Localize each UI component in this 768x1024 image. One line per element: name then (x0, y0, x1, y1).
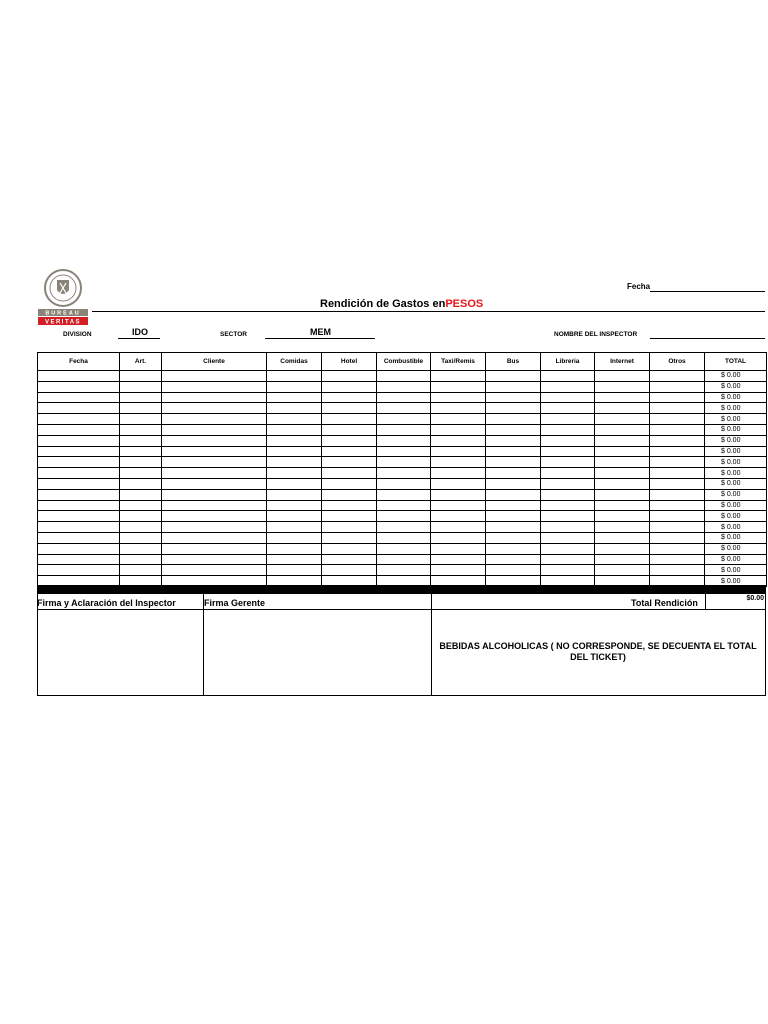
table-cell[interactable] (38, 468, 120, 479)
table-cell[interactable] (650, 500, 705, 511)
table-cell[interactable] (267, 478, 322, 489)
table-cell[interactable] (431, 500, 486, 511)
row-total: $ 0.00 (705, 554, 767, 565)
table-cell[interactable] (377, 532, 431, 543)
table-cell[interactable] (377, 565, 431, 576)
table-cell[interactable] (486, 381, 541, 392)
table-cell[interactable] (431, 446, 486, 457)
row-total: $ 0.00 (705, 500, 767, 511)
table-cell[interactable] (431, 522, 486, 533)
row-total: $ 0.00 (705, 543, 767, 554)
table-cell[interactable] (162, 403, 267, 414)
table-cell[interactable] (431, 403, 486, 414)
table-end-bar (37, 585, 766, 593)
table-cell[interactable] (650, 403, 705, 414)
table-cell[interactable] (595, 554, 650, 565)
table-cell[interactable] (38, 424, 120, 435)
table-cell[interactable] (120, 565, 162, 576)
table-cell[interactable] (162, 381, 267, 392)
table-cell[interactable] (267, 435, 322, 446)
table-cell[interactable] (322, 435, 377, 446)
table-cell[interactable] (120, 489, 162, 500)
table-cell[interactable] (267, 565, 322, 576)
table-cell[interactable] (431, 457, 486, 468)
table-cell[interactable] (267, 403, 322, 414)
table-cell[interactable] (486, 500, 541, 511)
table-cell[interactable] (377, 457, 431, 468)
table-cell[interactable] (650, 478, 705, 489)
table-cell[interactable] (431, 565, 486, 576)
table-cell[interactable] (322, 457, 377, 468)
table-cell[interactable] (377, 522, 431, 533)
row-total: $ 0.00 (705, 403, 767, 414)
table-cell[interactable] (377, 381, 431, 392)
table-cell[interactable] (377, 489, 431, 500)
division-field[interactable] (118, 338, 160, 339)
table-cell[interactable] (267, 414, 322, 425)
table-cell[interactable] (162, 554, 267, 565)
col-internet: Internet (595, 353, 650, 371)
table-cell[interactable] (650, 446, 705, 457)
table-cell[interactable] (38, 414, 120, 425)
table-cell[interactable] (38, 446, 120, 457)
table-cell[interactable] (541, 457, 595, 468)
table-cell[interactable] (486, 414, 541, 425)
table-cell[interactable] (120, 381, 162, 392)
table-cell[interactable] (38, 457, 120, 468)
page-title: Rendición de Gastos enPESOS (320, 298, 484, 310)
table-cell[interactable] (650, 435, 705, 446)
table-cell[interactable] (541, 446, 595, 457)
table-cell[interactable] (120, 403, 162, 414)
table-cell[interactable] (650, 543, 705, 554)
table-row (38, 522, 767, 533)
table-cell[interactable] (162, 489, 267, 500)
table-cell[interactable] (120, 468, 162, 479)
table-row (38, 435, 767, 446)
table-cell[interactable] (541, 554, 595, 565)
total-rendicion-value: $0.00 (705, 593, 766, 609)
table-cell[interactable] (595, 435, 650, 446)
table-cell[interactable] (267, 511, 322, 522)
table-row (38, 565, 767, 576)
row-total: $ 0.00 (705, 435, 767, 446)
table-cell[interactable] (595, 565, 650, 576)
row-total: $ 0.00 (705, 532, 767, 543)
table-cell[interactable] (120, 392, 162, 403)
table-row (38, 500, 767, 511)
table-cell[interactable] (431, 392, 486, 403)
table-cell[interactable] (162, 371, 267, 382)
table-row (38, 489, 767, 500)
col-fecha: Fecha (38, 353, 120, 371)
table-cell[interactable] (322, 554, 377, 565)
table-row (38, 478, 767, 489)
table-cell[interactable] (120, 532, 162, 543)
table-cell[interactable] (377, 392, 431, 403)
table-cell[interactable] (267, 392, 322, 403)
table-cell[interactable] (267, 381, 322, 392)
table-cell[interactable] (431, 489, 486, 500)
table-cell[interactable] (162, 543, 267, 554)
table-cell[interactable] (486, 424, 541, 435)
table-row (38, 468, 767, 479)
table-cell[interactable] (322, 543, 377, 554)
table-cell[interactable] (162, 414, 267, 425)
table-cell[interactable] (267, 532, 322, 543)
table-cell[interactable] (377, 500, 431, 511)
table-cell[interactable] (267, 424, 322, 435)
table-cell[interactable] (377, 468, 431, 479)
table-cell[interactable] (595, 371, 650, 382)
table-cell[interactable] (377, 403, 431, 414)
table-cell[interactable] (541, 511, 595, 522)
row-total: $ 0.00 (705, 565, 767, 576)
table-row (38, 403, 767, 414)
table-cell[interactable] (120, 522, 162, 533)
table-cell[interactable] (377, 424, 431, 435)
table-cell[interactable] (322, 446, 377, 457)
total-rendicion-label: Total Rendición (631, 598, 698, 608)
table-cell[interactable] (431, 371, 486, 382)
table-cell[interactable] (595, 511, 650, 522)
table-cell[interactable] (120, 371, 162, 382)
logo-band2: VERITAS (44, 319, 82, 326)
table-cell[interactable] (595, 381, 650, 392)
table-cell[interactable] (120, 446, 162, 457)
table-row (38, 414, 767, 425)
table-cell[interactable] (267, 371, 322, 382)
table-cell[interactable] (595, 446, 650, 457)
table-cell[interactable] (595, 500, 650, 511)
col-total: TOTAL (705, 353, 767, 371)
col-cliente: Cliente (162, 353, 267, 371)
table-cell[interactable] (38, 403, 120, 414)
table-cell[interactable] (650, 522, 705, 533)
table-row (38, 511, 767, 522)
bureau-veritas-logo (37, 268, 89, 326)
logo-band1: BUREAU (45, 310, 81, 317)
table-cell[interactable] (267, 543, 322, 554)
table-cell[interactable] (650, 489, 705, 500)
table-cell[interactable] (120, 511, 162, 522)
table-cell[interactable] (38, 392, 120, 403)
row-total: $ 0.00 (705, 424, 767, 435)
table-cell[interactable] (595, 532, 650, 543)
table-cell[interactable] (162, 500, 267, 511)
inspector-label: NOMBRE DEL INSPECTOR (554, 331, 638, 338)
table-cell[interactable] (541, 500, 595, 511)
table-cell[interactable] (595, 403, 650, 414)
division-value: IDO (132, 327, 149, 337)
table-cell[interactable] (38, 435, 120, 446)
table-cell[interactable] (38, 511, 120, 522)
table-cell[interactable] (38, 522, 120, 533)
table-cell[interactable] (267, 522, 322, 533)
table-cell[interactable] (377, 414, 431, 425)
table-cell[interactable] (322, 468, 377, 479)
table-cell[interactable] (650, 457, 705, 468)
table-cell[interactable] (120, 435, 162, 446)
row-total: $ 0.00 (705, 576, 767, 587)
table-cell[interactable] (322, 371, 377, 382)
table-cell[interactable] (595, 522, 650, 533)
table-cell[interactable] (595, 543, 650, 554)
table-cell[interactable] (486, 532, 541, 543)
col-bus: Bus (486, 353, 541, 371)
table-cell[interactable] (541, 532, 595, 543)
table-cell[interactable] (322, 565, 377, 576)
table-cell[interactable] (431, 532, 486, 543)
col-combustible: Combustible (377, 353, 431, 371)
table-cell[interactable] (38, 543, 120, 554)
row-total: $ 0.00 (705, 371, 767, 382)
table-cell[interactable] (267, 446, 322, 457)
table-cell[interactable] (120, 500, 162, 511)
table-cell[interactable] (322, 478, 377, 489)
row-total: $ 0.00 (705, 511, 767, 522)
table-cell[interactable] (38, 565, 120, 576)
table-cell[interactable] (162, 511, 267, 522)
table-cell[interactable] (486, 371, 541, 382)
firma-inspector-label: Firma y Aclaración del Inspector (37, 598, 176, 608)
table-cell[interactable] (541, 543, 595, 554)
table-cell[interactable] (431, 511, 486, 522)
table-cell[interactable] (541, 403, 595, 414)
table-cell[interactable] (486, 522, 541, 533)
table-cell[interactable] (322, 381, 377, 392)
sector-field[interactable] (265, 338, 375, 339)
table-cell[interactable] (162, 565, 267, 576)
table-cell[interactable] (267, 457, 322, 468)
table-cell[interactable] (120, 554, 162, 565)
table-cell[interactable] (322, 522, 377, 533)
table-cell[interactable] (541, 468, 595, 479)
table-cell[interactable] (162, 446, 267, 457)
table-cell[interactable] (377, 554, 431, 565)
table-cell[interactable] (431, 435, 486, 446)
table-cell[interactable] (486, 457, 541, 468)
table-cell[interactable] (650, 468, 705, 479)
table-cell[interactable] (38, 489, 120, 500)
row-total: $ 0.00 (705, 457, 767, 468)
table-cell[interactable] (162, 457, 267, 468)
table-cell[interactable] (431, 554, 486, 565)
row-total: $ 0.00 (705, 446, 767, 457)
col-comidas: Comidas (267, 353, 322, 371)
table-cell[interactable] (486, 403, 541, 414)
table-cell[interactable] (322, 403, 377, 414)
table-cell[interactable] (377, 446, 431, 457)
table-cell[interactable] (267, 489, 322, 500)
expense-table (37, 352, 767, 587)
table-cell[interactable] (322, 392, 377, 403)
table-cell[interactable] (486, 435, 541, 446)
col-otros: Otros (650, 353, 705, 371)
table-cell[interactable] (377, 543, 431, 554)
table-cell[interactable] (595, 489, 650, 500)
table-cell[interactable] (431, 424, 486, 435)
table-cell[interactable] (162, 532, 267, 543)
table-cell[interactable] (541, 371, 595, 382)
table-cell[interactable] (120, 543, 162, 554)
alcohol-note: BEBIDAS ALCOHOLICAS ( NO CORRESPONDE, SE DECUENTA EL TOTAL DEL TICKET) (439, 641, 757, 662)
table-cell[interactable] (650, 424, 705, 435)
table-cell[interactable] (541, 489, 595, 500)
table-cell[interactable] (322, 511, 377, 522)
table-cell[interactable] (431, 414, 486, 425)
row-total: $ 0.00 (705, 489, 767, 500)
table-cell[interactable] (431, 381, 486, 392)
fecha-label: Fecha (627, 282, 651, 291)
firma-gerente-label: Firma Gerente (204, 598, 266, 608)
table-cell[interactable] (650, 511, 705, 522)
table-cell[interactable] (486, 446, 541, 457)
row-total: $ 0.00 (705, 468, 767, 479)
table-cell[interactable] (650, 392, 705, 403)
table-cell[interactable] (541, 392, 595, 403)
table-cell[interactable] (322, 424, 377, 435)
table-cell[interactable] (486, 543, 541, 554)
fecha-field[interactable] (650, 291, 765, 292)
table-cell[interactable] (377, 371, 431, 382)
table-cell[interactable] (162, 435, 267, 446)
table-cell[interactable] (486, 554, 541, 565)
table-cell[interactable] (486, 468, 541, 479)
table-cell[interactable] (595, 478, 650, 489)
table-cell[interactable] (120, 457, 162, 468)
table-cell[interactable] (322, 500, 377, 511)
row-total: $ 0.00 (705, 381, 767, 392)
table-cell[interactable] (595, 424, 650, 435)
table-cell[interactable] (650, 532, 705, 543)
table-cell[interactable] (38, 478, 120, 489)
table-cell[interactable] (595, 457, 650, 468)
table-header-row (38, 353, 767, 371)
table-row (38, 371, 767, 382)
table-cell[interactable] (650, 565, 705, 576)
table-cell[interactable] (431, 543, 486, 554)
col-art: Art. (120, 353, 162, 371)
table-cell[interactable] (162, 392, 267, 403)
table-cell[interactable] (541, 424, 595, 435)
row-total: $ 0.00 (705, 478, 767, 489)
sector-label: SECTOR (220, 331, 247, 338)
table-cell[interactable] (541, 435, 595, 446)
table-cell[interactable] (431, 478, 486, 489)
inspector-field[interactable] (650, 338, 765, 339)
table-row (38, 457, 767, 468)
table-cell[interactable] (267, 468, 322, 479)
table-cell[interactable] (431, 468, 486, 479)
table-cell[interactable] (486, 511, 541, 522)
table-row (38, 554, 767, 565)
table-cell[interactable] (486, 489, 541, 500)
row-total: $ 0.00 (705, 392, 767, 403)
table-cell[interactable] (486, 478, 541, 489)
table-cell[interactable] (377, 435, 431, 446)
table-cell[interactable] (38, 371, 120, 382)
table-cell[interactable] (650, 554, 705, 565)
table-cell[interactable] (38, 500, 120, 511)
table-cell[interactable] (541, 414, 595, 425)
table-cell[interactable] (38, 532, 120, 543)
table-cell[interactable] (162, 522, 267, 533)
table-cell[interactable] (595, 414, 650, 425)
table-cell[interactable] (595, 392, 650, 403)
currency-label: PESOS (445, 298, 484, 310)
table-cell[interactable] (162, 478, 267, 489)
table-cell[interactable] (267, 500, 322, 511)
table-cell[interactable] (38, 381, 120, 392)
table-cell[interactable] (541, 478, 595, 489)
table-cell[interactable] (377, 478, 431, 489)
table-cell[interactable] (120, 424, 162, 435)
table-row (38, 392, 767, 403)
table-row (38, 381, 767, 392)
table-cell[interactable] (377, 511, 431, 522)
table-cell[interactable] (120, 414, 162, 425)
table-row (38, 532, 767, 543)
sector-value: MEM (310, 327, 331, 337)
table-cell[interactable] (650, 381, 705, 392)
col-taxi-remis: Taxi/Remis (431, 353, 486, 371)
table-cell[interactable] (38, 554, 120, 565)
table-cell[interactable] (650, 371, 705, 382)
table-cell[interactable] (322, 489, 377, 500)
table-cell[interactable] (120, 478, 162, 489)
row-total: $ 0.00 (705, 414, 767, 425)
table-row (38, 446, 767, 457)
table-cell[interactable] (322, 414, 377, 425)
division-label: DIVISION (63, 331, 92, 338)
table-row (38, 543, 767, 554)
table-cell[interactable] (322, 532, 377, 543)
table-cell[interactable] (486, 565, 541, 576)
footer-divider (37, 609, 766, 610)
title-divider (92, 311, 765, 312)
table-cell[interactable] (541, 381, 595, 392)
table-cell[interactable] (650, 414, 705, 425)
table-cell[interactable] (162, 424, 267, 435)
table-cell[interactable] (267, 554, 322, 565)
table-cell[interactable] (541, 522, 595, 533)
table-cell[interactable] (162, 468, 267, 479)
table-cell[interactable] (486, 392, 541, 403)
col-hotel: Hotel (322, 353, 377, 371)
col-libreria: Libreria (541, 353, 595, 371)
table-row (38, 424, 767, 435)
row-total: $ 0.00 (705, 522, 767, 533)
table-cell[interactable] (541, 565, 595, 576)
table-cell[interactable] (595, 468, 650, 479)
